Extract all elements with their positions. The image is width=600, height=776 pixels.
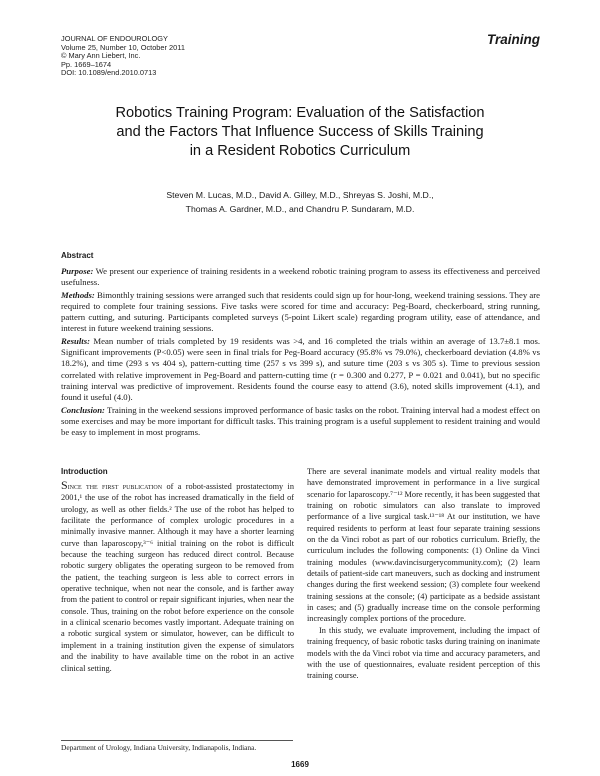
conclusion-text: Training in the weekend sessions improved performance of basic tasks on the robot. Training interval had a modest effect on some exercises and may be more important for difficult tasks. This training program is a useful supplement to resident training and would be easy to implement in most programs. [61,404,540,438]
journal-doi: DOI: 10.1089/end.2010.0713 [61,68,157,78]
intro-paragraph-1 [61,480,294,674]
title-line-3: in a Resident Robotics Curriculum [189,143,411,159]
section-label: Training [486,32,540,47]
results-text: Mean number of trials completed by 19 residents was >4, and 16 completed the trials within an average of 13.7±8.1 mos. Significant improvements (P<0.05) were seen in final trials for Peg-Board accuracy (95.8% vs 79.0%), checkerboard deviation (4.8% vs 18.2%), and time (293 s vs 404 s), pattern-cutting time (257 s vs 399 s), and suture time (203 s vs 305 s). Time to previous session correlated with relative improvement in Peg-Board and pattern-cutting time (r = 0.300 and 0.277, P = 0.021 and 0.041), but no specific training interval was predictive of improvement. Residents found the course easy to attend (3.6), noted skills improvement (4.1), and found it useful (4.0). [61,335,541,403]
journal-name: JOURNAL OF ENDOUROLOGY [61,34,168,43]
methods-label: Methods: [61,289,95,300]
intro-paragraph-3: In this study, we evaluate improvement, including the impact of training frequency, of basic robotic tasks during training on inanimate models with the da Vinci robot via time and accuracy parameters, and with the use of questionnaires, evaluate resident perception of this training course. [307,625,540,681]
abstract-purpose [61,266,540,289]
purpose-label: Purpose: [61,266,94,276]
authors-line-1: Steven M. Lucas, M.D., David A. Gilley, M.D., Shreyas S. Joshi, M.D., [166,190,434,200]
methods-text: Bimonthly training sessions were arranged such that residents could sign up for hour-long, weekend training sessions. They are required to complete four training sessions. Five tasks were scored for time and accuracy: Peg-Board, checkerboard, string running, pattern cutting, and suturing. Participants completed surveys (5-point Likert scale) regarding program utility, ease of attendance, and interest in future weekend training sessions. [61,289,540,334]
right-column [307,466,540,682]
dropcap-letter: S [61,478,68,492]
footnote-divider [61,740,293,741]
intro-paragraph-1-text: of a robot-assisted prostatectomy in 2001,¹ the use of the robot has increased dramatically in the field of urology, as well as other fields.² The use of the robot has helped to facilitate the performance of complex urologic procedures in a minimally invasive manner. Although it may have a shorter learning curve than laparoscopy,³⁻⁶ initial training on the robot is difficult because the teaching surgeon has reduced direct control. Because robotic surgery obligates the operating surgeon to be removed from the patient, the teaching surgeon is less able to correct errors in operative technique, when not near the console, and is farther away from the patient to control or repair significant injuries, when near the console. Thus, training on the robot before experience on the console in a clinical scenario becomes vastly important. Adequate training on a robotic surgical system or simulator, however, can be difficult to implement in a training institution given the expense of simulators and the inability to have available time on the robot in an active clinical setting. [61,482,294,673]
journal-volume: Volume 25, Number 10, October 2011 [61,42,185,52]
left-column [61,480,294,674]
title-line-1: Robotics Training Program: Evaluation of the Satisfaction [115,105,485,121]
conclusion-label: Conclusion: [61,404,105,415]
introduction-heading: Introduction [61,467,108,476]
purpose-text: We present our experience of training residents in a weekend robotic training program to assess its effectiveness and perceived usefulness. [61,266,541,288]
abstract-heading: Abstract [61,251,94,260]
affiliation-footnote: Department of Urology, Indiana University, Indianapolis, Indiana. [61,743,257,752]
paper-title [55,104,545,161]
title-line-2: and the Factors That Influence Success of Skills Training [116,124,484,140]
abstract-conclusion [61,405,540,439]
abstract-methods [61,290,540,335]
abstract-body [61,266,540,439]
smallcaps-lead: ince the first publication [67,482,163,491]
page-number: 1669 [291,760,309,769]
journal-copyright: © Mary Ann Liebert, Inc. [61,51,141,61]
author-list [80,189,520,216]
results-label: Results: [61,335,90,346]
authors-line-2: Thomas A. Gardner, M.D., and Chandru P. Sundaram, M.D. [185,203,415,214]
journal-pages: Pp. 1669–1674 [61,59,112,69]
journal-info [61,35,185,78]
intro-paragraph-2: There are several inanimate models and virtual reality models that have demonstrated improvement in performance in a live surgical scenario for laparoscopy.⁷⁻¹² More recently, it has been suggested that training on robotic simulators can also translate to improved performance of a live surgical task.¹³⁻¹⁸ At our institution, we have required residents to perform at least four separate training sessions on the da Vinci robot as part of our robotics curriculum. Briefly, the curriculum includes the following components: (1) Online da Vinci training modules (www.davincisurgerycommunity.com); (2) learn details of patient-side cart maneuvers, such as docking and instrument changes during the first weekend session; (3) complete four weekend training sessions at the console; (4) participate as a bedside assistant in cases; and (5) gradually increase time on the console performing increasingly complex portions of the procedure. [307,467,540,624]
abstract-results [61,336,540,404]
